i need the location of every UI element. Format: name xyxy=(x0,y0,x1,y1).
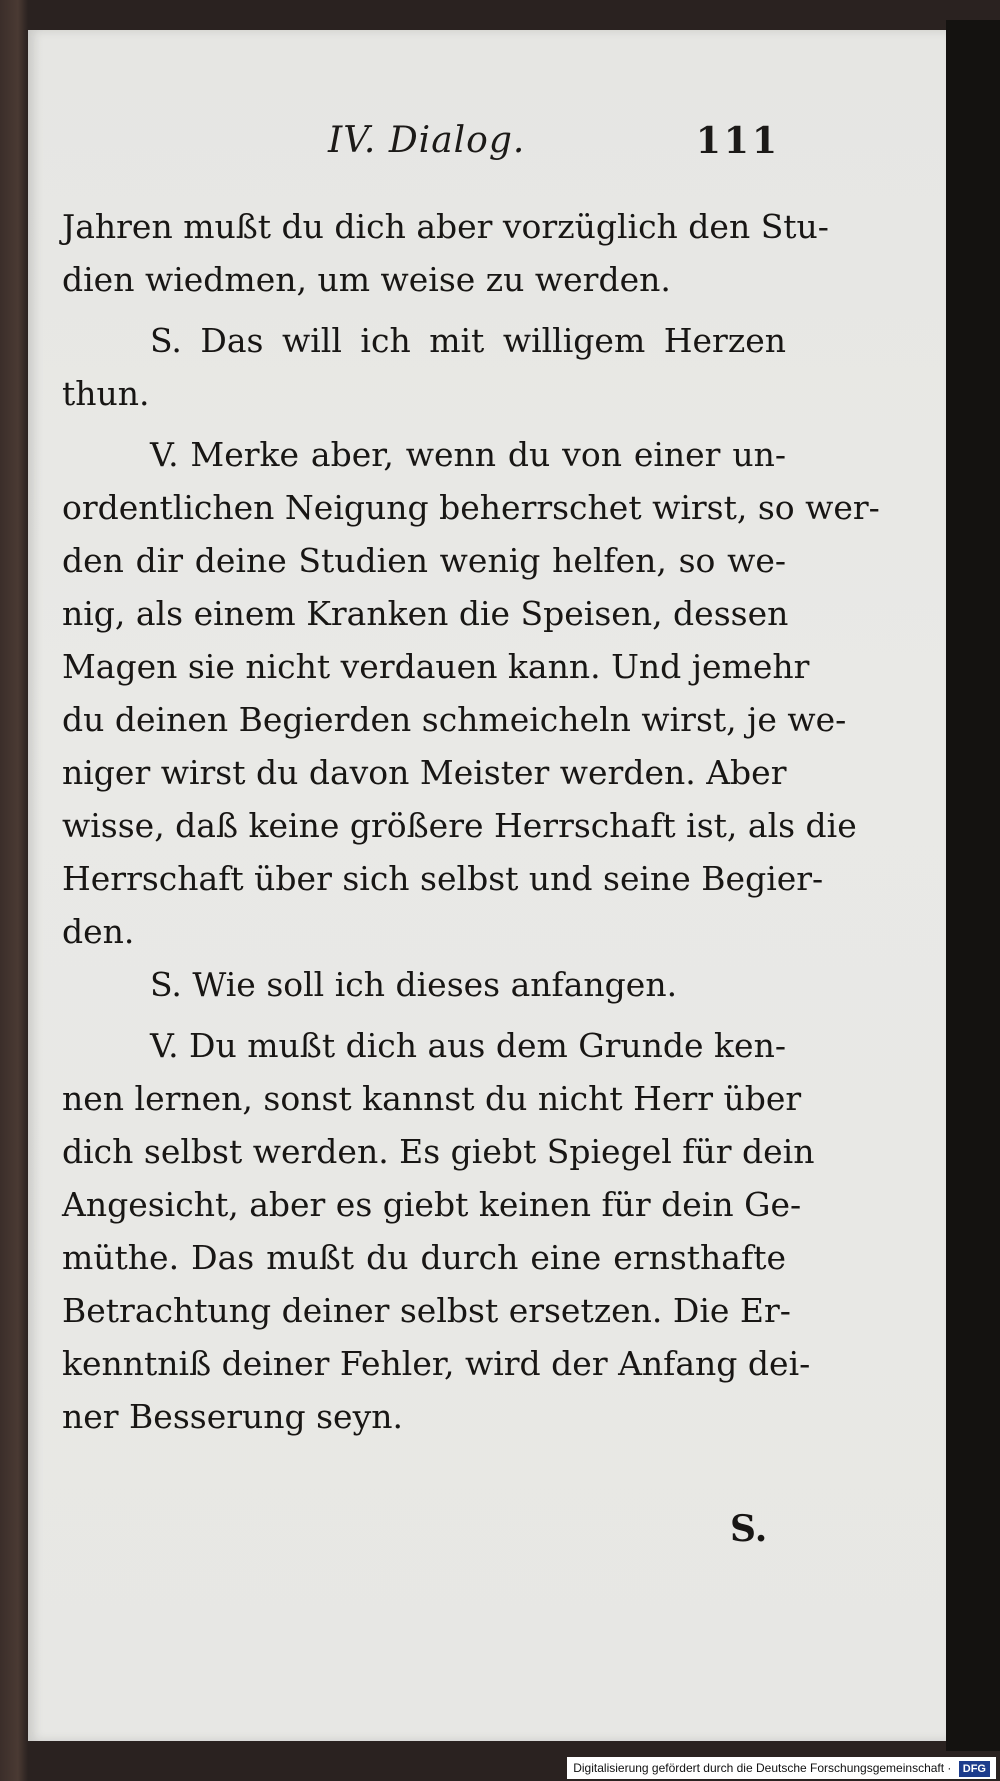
text-line: du deinen Begierden schmeicheln wirst, je we- xyxy=(62,700,847,739)
text-line: V. Du mußt dich aus dem Grunde ken- xyxy=(150,1026,786,1065)
text-line: V. Merke aber, wenn du von einer un- xyxy=(150,435,786,474)
page-number: 111 xyxy=(695,120,780,162)
text-line: kenntniß deiner Fehler, wird der Anfang dei- xyxy=(62,1344,811,1383)
scan-border xyxy=(946,20,1000,1751)
text-line: Betrachtung deiner selbst ersetzen. Die Er- xyxy=(62,1291,791,1330)
dfg-logo: DFG xyxy=(959,1761,990,1777)
running-title: IV. Dialog. xyxy=(328,120,526,161)
text-line: nen lernen, sonst kannst du nicht Herr über xyxy=(62,1079,802,1118)
text-line: Jahren mußt du dich aber vorzüglich den Stu- xyxy=(62,207,829,246)
text-line: nig, als einem Kranken die Speisen, dessen xyxy=(62,594,789,633)
text-line: niger wirst du davon Meister werden. Aber xyxy=(62,753,787,792)
text-line: müthe. Das mußt du durch eine ernsthafte xyxy=(62,1238,786,1277)
text-line: thun. xyxy=(62,374,150,413)
text-line: wisse, daß keine größere Herrschaft ist, als die xyxy=(62,806,857,845)
text-line: den. xyxy=(62,912,135,951)
text-line: ordentlichen Neigung beherrschet wirst, so wer- xyxy=(62,488,880,527)
text-line: den dir deine Studien wenig helfen, so we- xyxy=(62,541,786,580)
text-line: Angesicht, aber es giebt keinen für dein Ge- xyxy=(62,1185,802,1224)
page-header xyxy=(300,120,780,180)
catchword: S. xyxy=(730,1508,768,1550)
text-line: ner Besserung seyn. xyxy=(62,1397,403,1436)
text-line: S. Wie soll ich dieses anfangen. xyxy=(150,965,678,1004)
text-line: Herrschaft über sich selbst und seine Begier- xyxy=(62,859,824,898)
body-text xyxy=(62,200,880,1443)
digitization-credit xyxy=(567,1757,996,1779)
text-line: Magen sie nicht verdauen kann. Und jemehr xyxy=(62,647,810,686)
text-line: S. Das will ich mit willigem Herzen xyxy=(150,321,786,360)
text-line: dien wiedmen, um weise zu werden. xyxy=(62,260,671,299)
text-line: dich selbst werden. Es giebt Spiegel für dein xyxy=(62,1132,815,1171)
credit-text: Digitalisierung gefördert durch die Deutsche Forschungsgemeinschaft · xyxy=(573,1761,952,1775)
